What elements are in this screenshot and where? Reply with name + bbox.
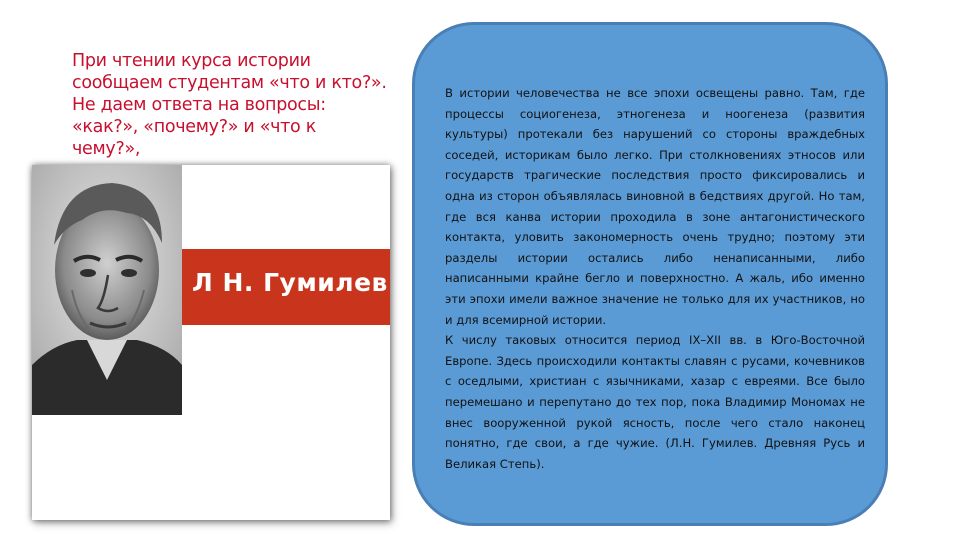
slide-heading — [72, 50, 402, 160]
quote-paragraph: В истории человечества не все эпохи освещены равно. Там, где процессы социогенеза, этногенеза и ноогенеза (развития культуры) протекали без нарушений со стороны враждебных соседей, историкам было легко. При столкновениях этносов или государств трагические последствия просто фиксировались и одна из сторон объявлялась виновной в бедствиях другой. Но там, где вся канва истории проходила в зоне антагонистического контакта, уловить закономерность очень трудно; поэтому эти разделы истории остались либо ненаписанными, либо написанными крайне бегло и поверхностно. А жаль, ибо именно эти эпохи имели важное значение не только для их участников, но и для всемирной истории. — [445, 86, 865, 327]
heading-line: При чтении курса истории — [72, 51, 311, 71]
heading-line: сообщаем студентам «что и кто?». — [72, 73, 387, 93]
heading-line: Не даем ответа на вопросы: — [72, 95, 326, 115]
heading-line: «как?», «почему?» и «что к — [72, 117, 316, 137]
author-name: Л Н. Гумилев — [192, 268, 388, 297]
portrait-photo-icon — [32, 165, 182, 415]
author-card — [32, 165, 390, 520]
author-name-band — [182, 249, 390, 325]
quote-paragraph: К числу таковых относится период IX–XII вв. в Юго-Восточной Европе. Здесь происходили контакты славян с русами, кочевников с оседлыми, христиан с язычниками, хазар с евреями. Все было перемешано и перепутано до тех пор, пока Владимир Мономах не внес вооруженной рукой ясность, после чего стало наконец понятно, где свои, а где чужие. (Л.Н. Гумилев. Древняя Русь и Великая Степь). — [445, 333, 865, 471]
quote-text — [445, 83, 865, 474]
author-portrait-image — [32, 165, 182, 415]
heading-line: чему?», — [72, 139, 141, 159]
quote-box — [412, 22, 888, 526]
